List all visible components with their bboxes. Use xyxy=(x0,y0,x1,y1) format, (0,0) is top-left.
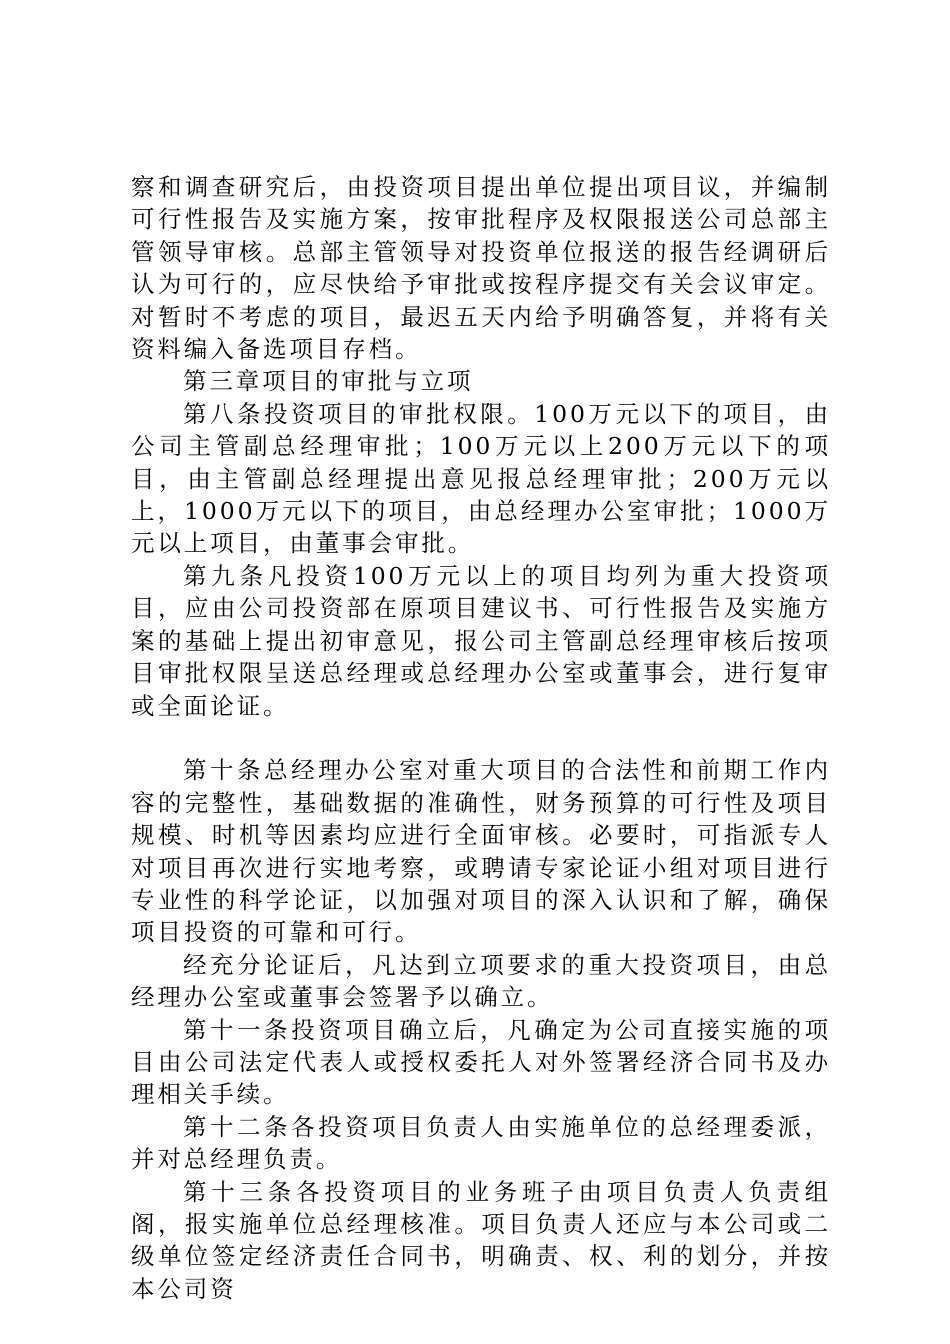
blank-line xyxy=(131,722,831,754)
article-8-paragraph: 第八条投资项目的审批权限。100万元以下的项目，由公司主管副总经理审批；100万元以上200万元以下的项目，由主管副总经理提出意见报总经理审批；200万元以上，1000万元以下的项目，由总经理办公室审批；1000万元以上项目，由董事会审批。 xyxy=(131,399,831,558)
article-9-paragraph: 第九条凡投资100万元以上的项目均列为重大投资项目，应由公司投资部在原项目建议书、可行性报告及实施方案的基础上提出初审意见，报公司主管副总经理审核后按项目审批权限呈送总经理或总经理办公室或董事会，进行复审或全面论证。 xyxy=(131,561,831,720)
article-12-paragraph: 第十二条各投资项目负责人由实施单位的总经理委派，并对总经理负责。 xyxy=(131,1112,831,1174)
approval-paragraph: 经充分论证后，凡达到立项要求的重大投资项目，由总经理办公室或董事会签署予以确立。 xyxy=(131,950,831,1012)
paragraph-continuation: 察和调查研究后，由投资项目提出单位提出项目议，并编制可行性报告及实施方案，按审批程序及权限报送公司总部主管领导审核。总部主管领导对投资单位报送的报告经调研后认为可行的，应尽快给予审批或按程序提交有关会议审定。对暂时不考虑的项目，最迟五天内给予明确答复，并将有关资料编入备选项目存档。 xyxy=(131,173,831,364)
article-11-paragraph: 第十一条投资项目确立后，凡确定为公司直接实施的项目由公司法定代表人或授权委托人对外签署经济合同书及办理相关手续。 xyxy=(131,1015,831,1109)
article-13-paragraph: 第十三条各投资项目的业务班子由项目负责人负责组阁，报实施单位总经理核准。项目负责人还应与本公司或二级单位签定经济责任合同书，明确责、权、利的划分，并按本公司资 xyxy=(131,1177,831,1303)
chapter-heading: 第三章项目的审批与立项 xyxy=(183,367,474,396)
article-10-paragraph: 第十条总经理办公室对重大项目的合法性和前期工作内容的完整性，基础数据的准确性，财务预算的可行性及项目规模、时机等因素均应进行全面审核。必要时，可指派专人对项目再次进行实地考察，或聘请专家论证小组对项目进行专业性的科学论证，以加强对项目的深入认识和了解，确保项目投资的可靠和可行。 xyxy=(131,756,831,947)
document-body xyxy=(131,171,831,1305)
